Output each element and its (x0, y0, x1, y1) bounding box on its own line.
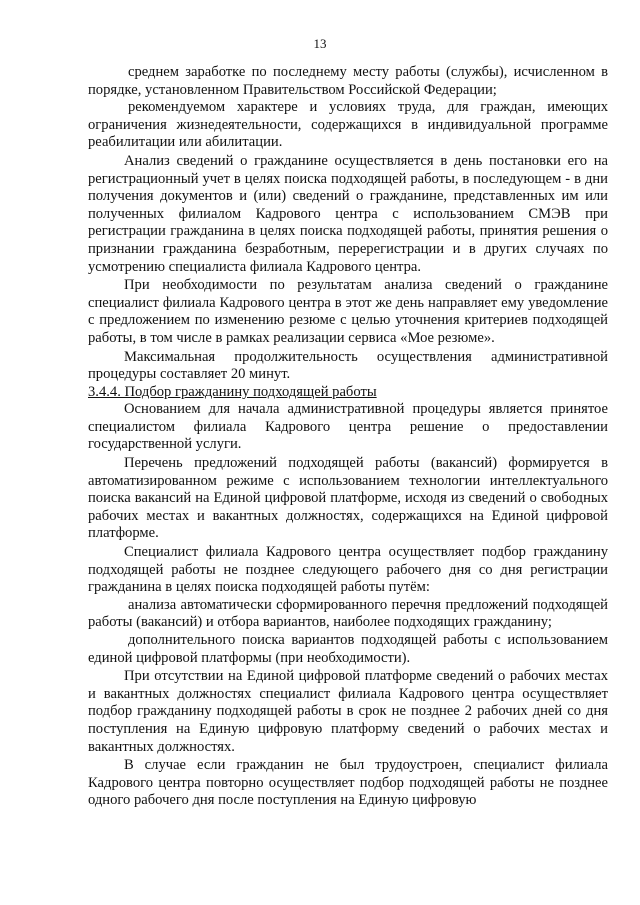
paragraph-duration: Максимальная продолжительность осуществления административной процедуры составляет 20 минут. (88, 348, 608, 383)
paragraph-notification: При необходимости по результатам анализа сведений о гражданине специалист филиала Кадрового центра в этот же день направляет ему уведомление с предложением по изменению резюме с целью уточнения критериев подходящей работы, в том числе в рамках реализации сервиса «Мое резюме». (88, 277, 608, 346)
paragraph-recommended-work-item: рекомендуемом характере и условиях труда, для граждан, имеющих ограничения жизнедеятельности, содержащихся в индивидуальной программе реабилитации или абилитации. (88, 99, 608, 151)
paragraph-basis: Основанием для начала административной процедуры является принятое специалистом филиала Кадрового центра решение о предоставлении государственной услуги. (88, 401, 608, 453)
paragraph-analysis-item: анализа автоматически сформированного перечня предложений подходящей работы (вакансий) и отбора вариантов, наиболее подходящих гражданину; (88, 596, 608, 631)
paragraph-offer-list: Перечень предложений подходящей работы (вакансий) формируется в автоматизированном режиме с использованием технологии интеллектуального поиска вакансий на Единой цифровой платформе, исходя из сведений о свободных рабочих местах и вакантных должностях, содержащихся на Единой цифровой платформе. (88, 455, 608, 542)
document-body (88, 64, 608, 810)
section-heading: 3.4.4. Подбор гражданину подходящей работы (88, 383, 377, 400)
page-number: 13 (313, 36, 327, 51)
paragraph-additional-search-item: дополнительного поиска вариантов подходящей работы с использованием единой цифровой платформы (при необходимости). (88, 632, 608, 666)
paragraph-selection: Специалист филиала Кадрового центра осуществляет подбор гражданину подходящей работы не позднее следующего рабочего дня со дня регистрации гражданина в целях поиска подходящей работы путём: (88, 544, 608, 596)
paragraph-salary-item: среднем заработке по последнему месту работы (службы), исчисленном в порядке, установленном Правительством Российской Федерации; (88, 64, 608, 98)
paragraph-no-vacancies: При отсутствии на Единой цифровой платформе сведений о рабочих местах и вакантных должностях специалист филиала Кадрового центра осуществляет подбор гражданину подходящей работы в срок не позднее 2 рабочих дней со дня поступления на Единую цифровую платформу сведений о рабочих местах и вакантных должностях. (88, 668, 608, 755)
paragraph-analysis: Анализ сведений о гражданине осуществляется в день постановки его на регистрационный учет в целях поиска подходящей работы, в последующем - в дни получения документов и (или) сведений о гражданине, представленных им или полученных филиалом Кадрового центра с использованием СМЭВ при регистрации гражданина в целях поиска подходящей работы, принятия решения о признании гражданина безработным, перерегистрации и в других случаях по усмотрению специалиста филиала Кадрового центра. (88, 152, 608, 275)
paragraph-repeat-selection: В случае если гражданин не был трудоустроен, специалист филиала Кадрового центра повторно осуществляет подбор подходящей работы не позднее одного рабочего дня после поступления на Единую цифровую (88, 757, 608, 809)
